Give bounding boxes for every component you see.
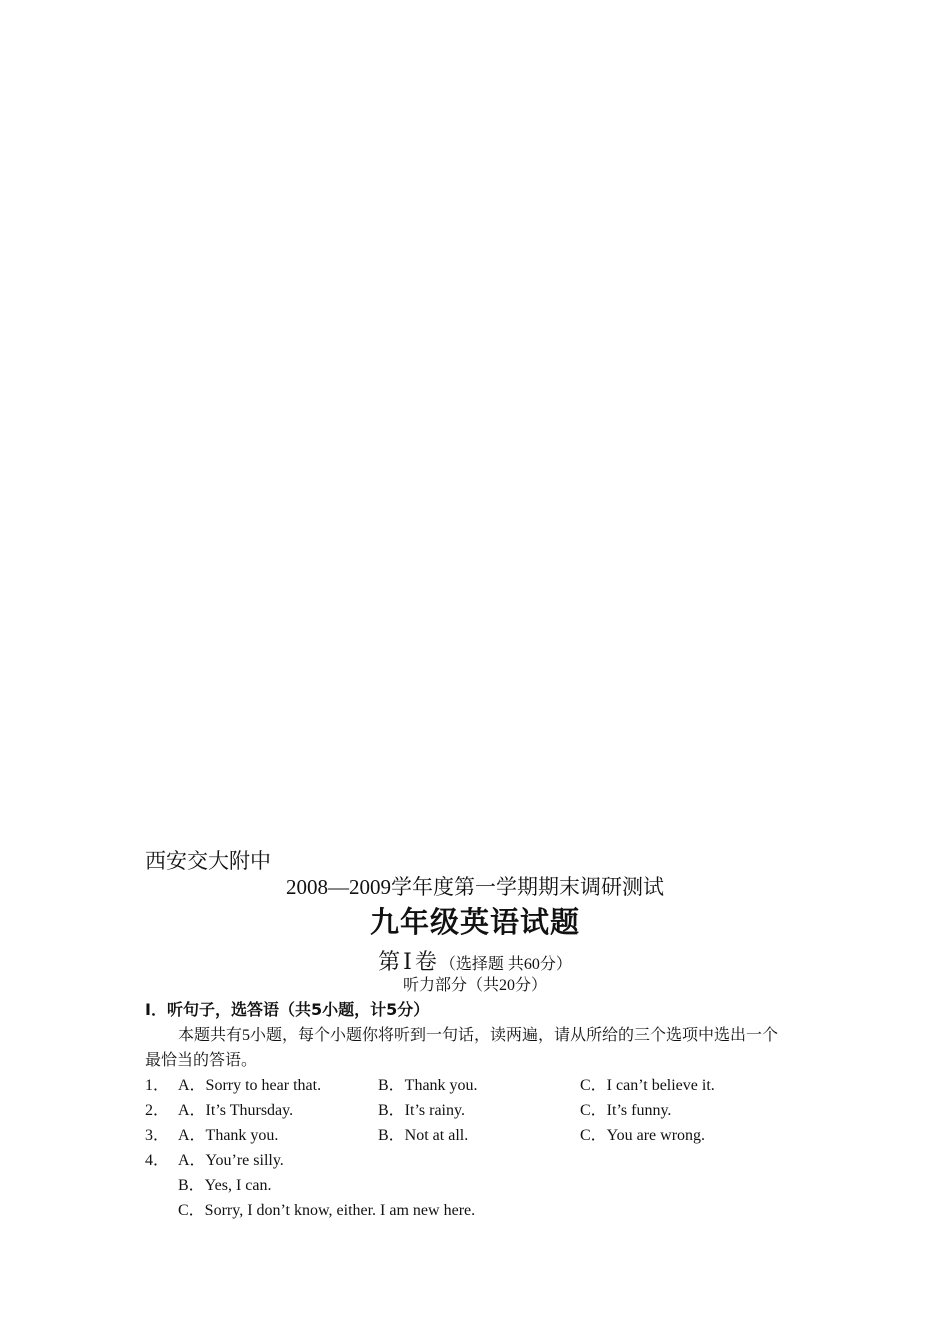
option-a: A．Thank you. (178, 1127, 279, 1144)
question-number: 2． (145, 1102, 170, 1119)
option-b: B．Thank you. (378, 1077, 478, 1094)
instruction-line-1: 本题共有5小题，每个小题你将听到一句话，读两遍，请从所给的三个选项中选出一个 (178, 1027, 779, 1044)
volume-note: （选择题 共60分） (439, 956, 572, 973)
option-a: A．It’s Thursday. (178, 1102, 294, 1119)
volume-label: 第Ⅰ卷 (378, 949, 440, 974)
option-c: C．It’s funny. (580, 1102, 672, 1119)
option-a: A．You’re silly. (178, 1152, 284, 1169)
question-number: 1． (145, 1077, 170, 1094)
option-b: B．Yes, I can. (178, 1177, 272, 1194)
option-c: C．Sorry, I don’t know, either. I am new here. (178, 1202, 476, 1219)
option-a: A．Sorry to hear that. (178, 1077, 322, 1094)
exam-title: 九年级英语试题 (369, 907, 580, 939)
instruction-line-2: 最恰当的答语。 (145, 1052, 258, 1069)
option-c: C．You are wrong. (580, 1127, 706, 1144)
option-b: B．Not at all. (378, 1127, 469, 1144)
option-c: C．I can’t believe it. (580, 1077, 715, 1094)
term-title: 2008—2009学年度第一学期期末调研测试 (286, 875, 664, 899)
listening-heading: 听力部分（共20分） (402, 977, 547, 994)
section-heading: Ⅰ．听句子，选答语（共5小题，计5分） (145, 1000, 430, 1019)
school-name: 西安交大附中 (145, 849, 271, 873)
option-b: B．It’s rainy. (378, 1102, 465, 1119)
question-number: 3． (145, 1127, 170, 1144)
question-number: 4． (145, 1152, 170, 1169)
